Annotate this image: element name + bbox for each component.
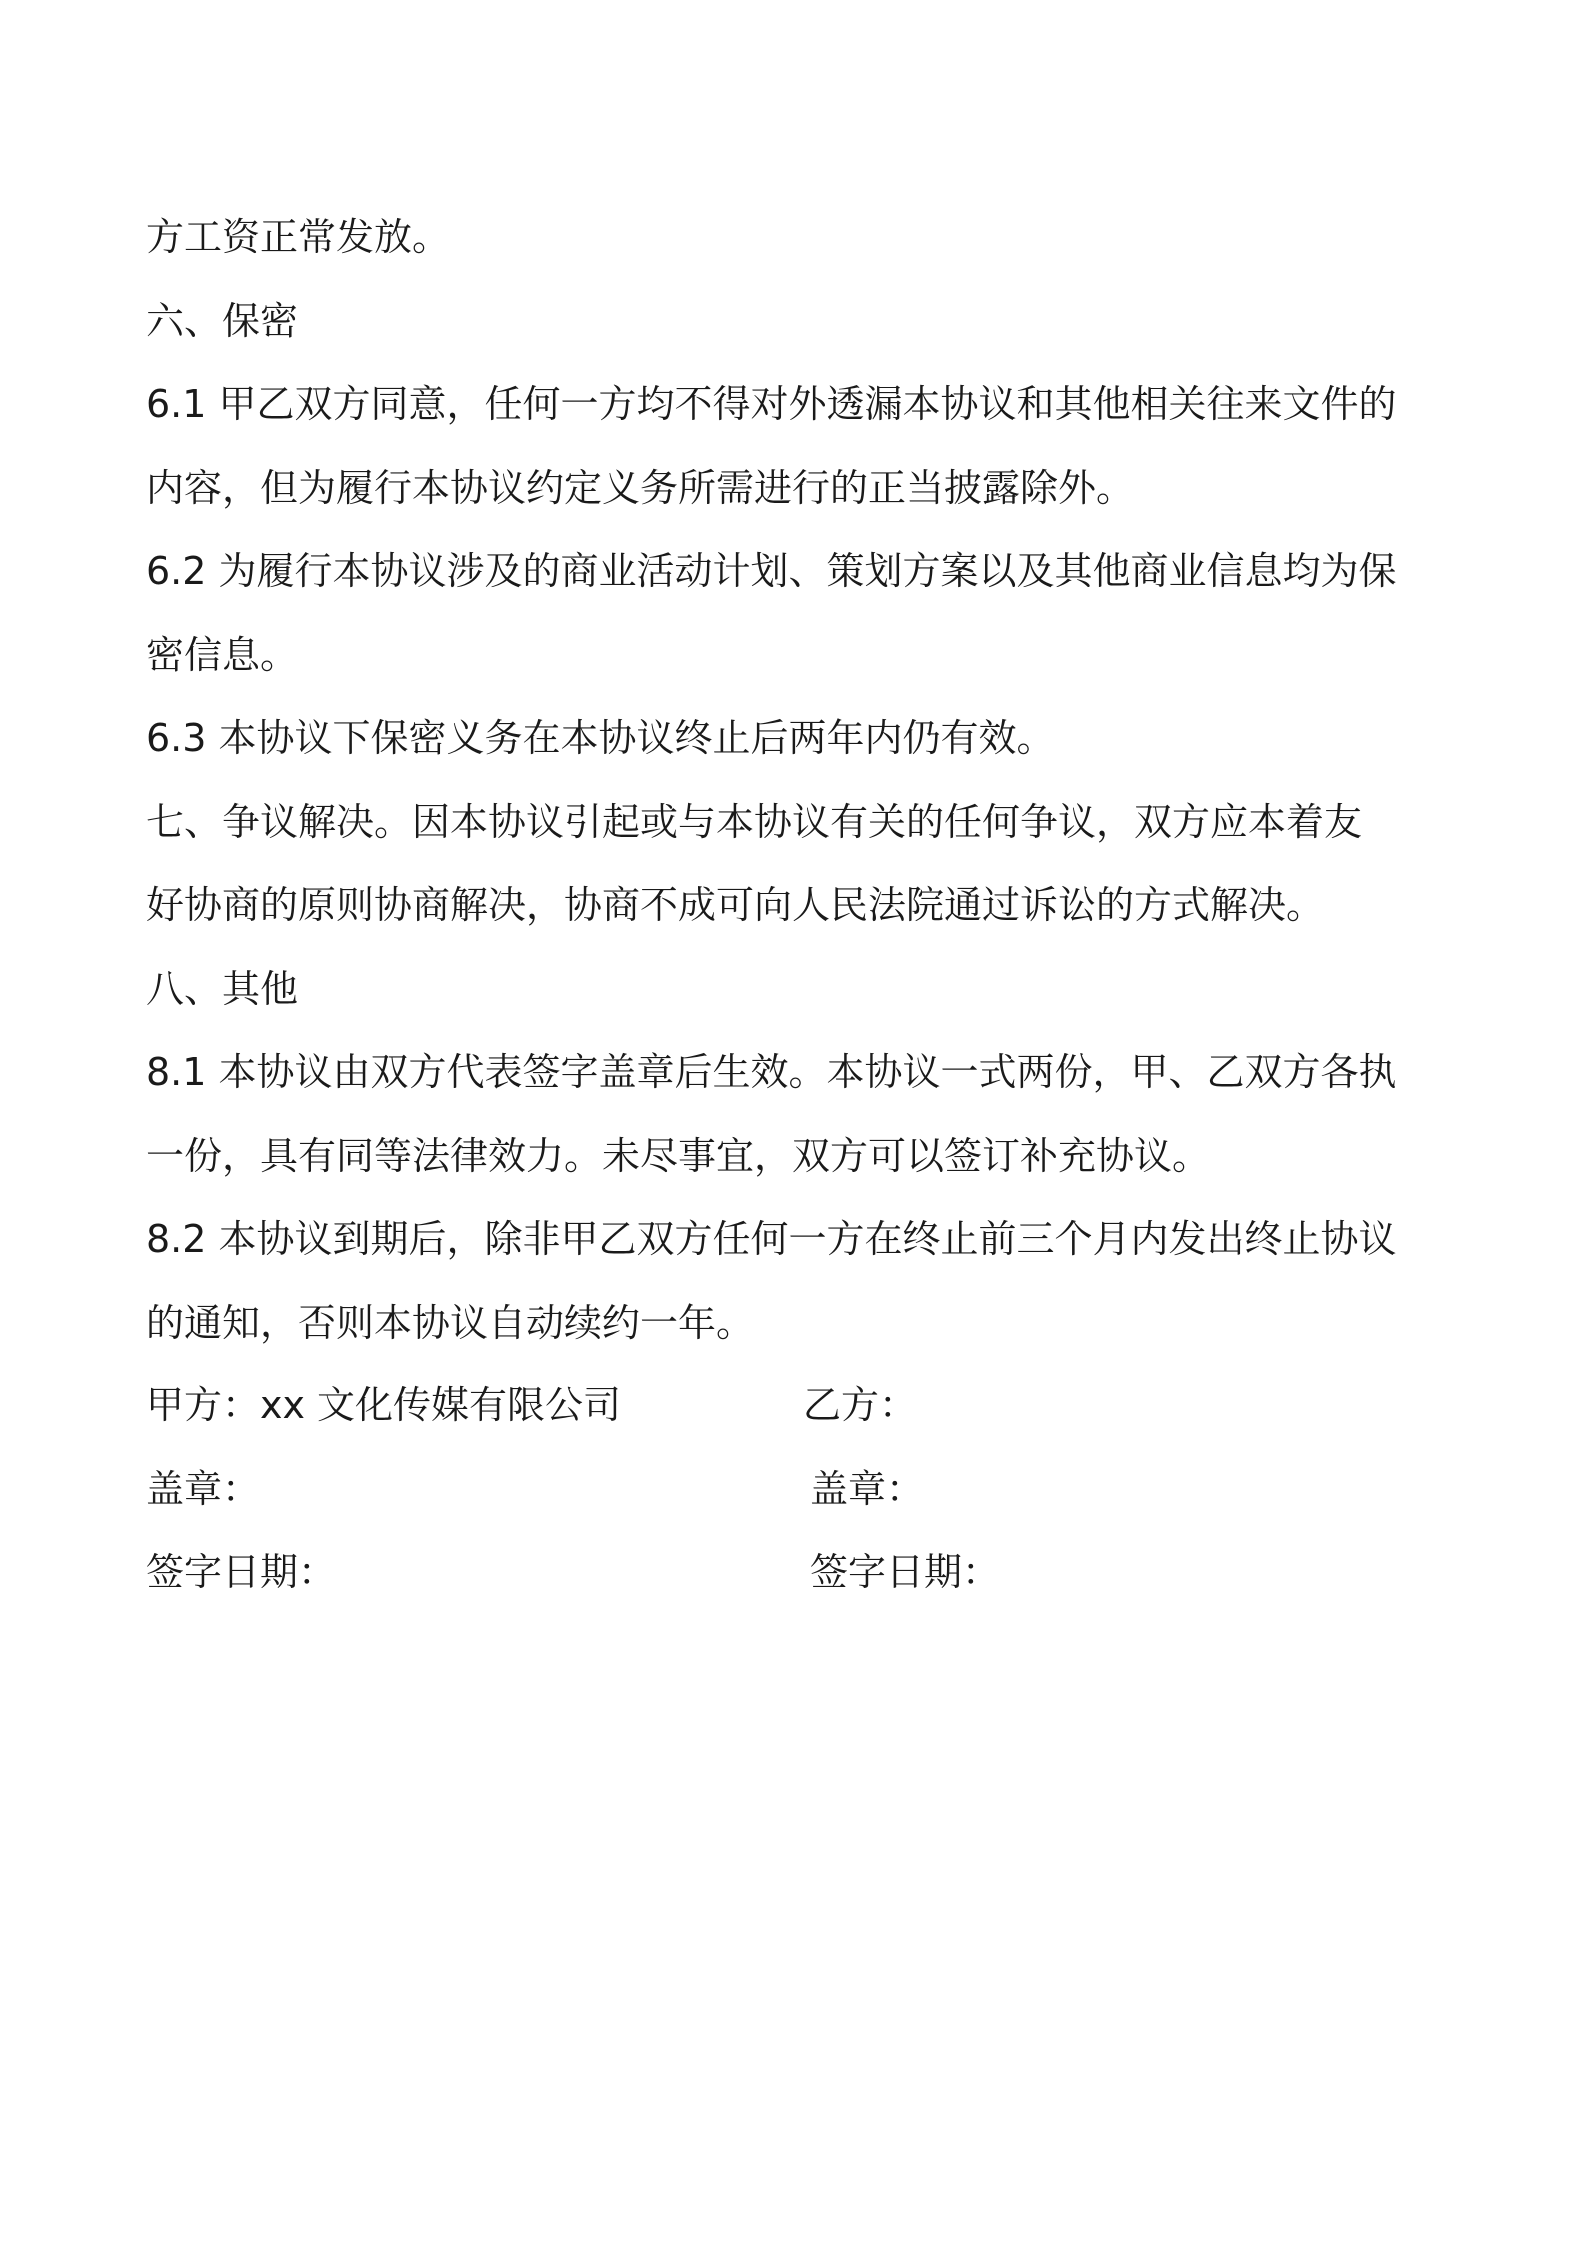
paragraph-line: 8.1 本协议由双方代表签字盖章后生效。本协议一式两份，甲、乙双方各执 — [146, 1050, 1397, 1094]
paragraph-line: 方工资正常发放。 — [146, 215, 451, 259]
signature-row-date — [146, 1531, 1456, 1615]
paragraph-line: 好协商的原则协商解决，协商不成可向人民法院通过诉讼的方式解决。 — [146, 883, 1325, 927]
section-heading-confidentiality: 六、保密 — [146, 298, 299, 343]
party-a-seal-label: 盖章： — [146, 1466, 261, 1511]
signature-row-seal — [146, 1448, 1456, 1532]
party-a-date-label: 签字日期： — [146, 1550, 337, 1594]
paragraph-line: 8.2 本协议到期后，除非甲乙双方任何一方在终止前三个月内发出终止协议 — [146, 1217, 1397, 1261]
paragraph-line: 的通知，否则本协议自动续约一年。 — [146, 1300, 755, 1345]
party-b-seal-label: 盖章： — [810, 1466, 925, 1511]
section-heading-other: 八、其他 — [146, 966, 299, 1011]
paragraph-line: 内容，但为履行本协议约定义务所需进行的正当披露除外。 — [146, 465, 1135, 510]
party-b-label: 乙方： — [803, 1383, 918, 1427]
section-heading-dispute: 七、争议解决。因本协议引起或与本协议有关的任何争议，双方应本着友 — [146, 799, 1363, 844]
contract-body — [146, 196, 1456, 1365]
party-b-date-label: 签字日期： — [810, 1550, 1001, 1594]
signature-row-party — [146, 1364, 1456, 1448]
paragraph-line: 6.2 为履行本协议涉及的商业活动计划、策划方案以及其他商业信息均为保 — [146, 549, 1397, 593]
paragraph-line: 6.3 本协议下保密义务在本协议终止后两年内仍有效。 — [146, 716, 1055, 760]
party-a-label: 甲方：xx 文化传媒有限公司 — [146, 1383, 622, 1427]
paragraph-line: 6.1 甲乙双方同意，任何一方均不得对外透漏本协议和其他相关往来文件的 — [146, 382, 1397, 426]
paragraph-line: 一份，具有同等法律效力。未尽事宜，双方可以签订补充协议。 — [146, 1133, 1211, 1178]
paragraph-line: 密信息。 — [146, 632, 299, 677]
signature-block — [146, 1364, 1456, 1615]
